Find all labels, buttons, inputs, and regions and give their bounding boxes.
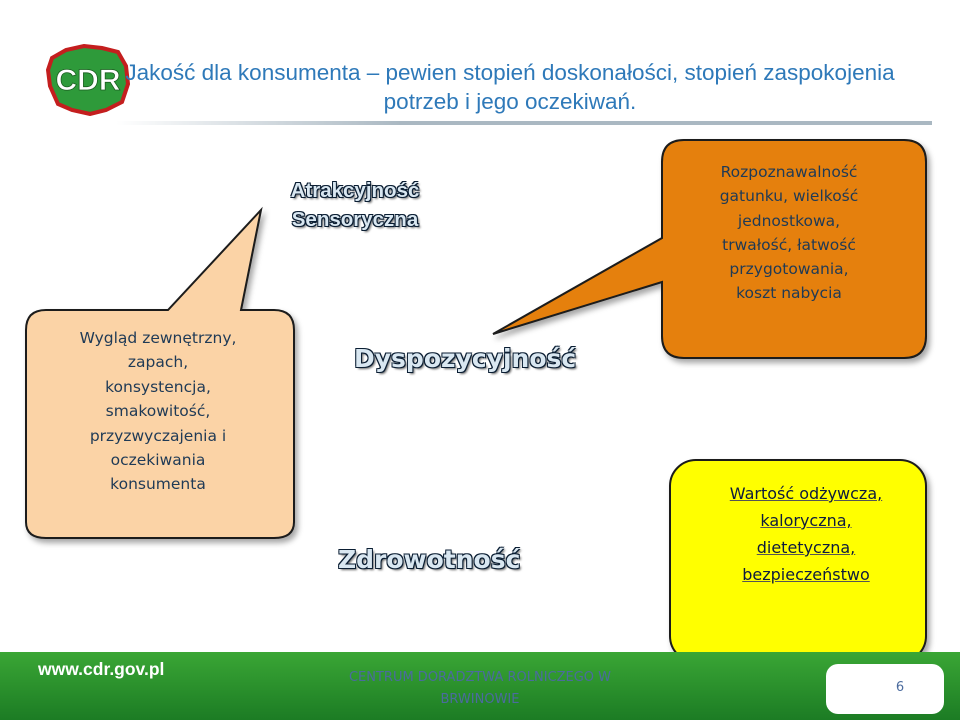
page-number: 6 bbox=[895, 680, 905, 695]
availability-attributes-text: Rozpoznawalność gatunku, wielkość jednostkowa, trwałość, łatwość przygotowania, koszt nabycia bbox=[719, 163, 859, 303]
healthiness-label: Zdrowotność bbox=[338, 545, 521, 574]
page-number-box bbox=[826, 664, 944, 714]
sensory-attractiveness-label: Atrakcyjność Sensoryczna bbox=[290, 179, 420, 231]
availability-label: Dyspozycyjność bbox=[354, 344, 577, 373]
footer-organization: CENTRUM DORADZTWA ROLNICZEGO W BRWINOWIE bbox=[348, 670, 612, 707]
slide-title: Jakość dla konsumenta – pewien stopień doskonałości, stopień zaspokojenia potrzeb i jego oczekiwań. bbox=[125, 60, 895, 114]
footer-url: www.cdr.gov.pl bbox=[38, 659, 165, 679]
sensory-attributes-text: Wygląd zewnętrzny, zapach, konsystencja, smakowitość, przyzwyczajenia i oczekiwania konsumenta bbox=[79, 329, 237, 494]
logo-text: CDR bbox=[55, 64, 121, 97]
health-attributes-text: Wartość odżywcza, kaloryczna, dietetyczna, bezpieczeństwo bbox=[729, 484, 883, 584]
